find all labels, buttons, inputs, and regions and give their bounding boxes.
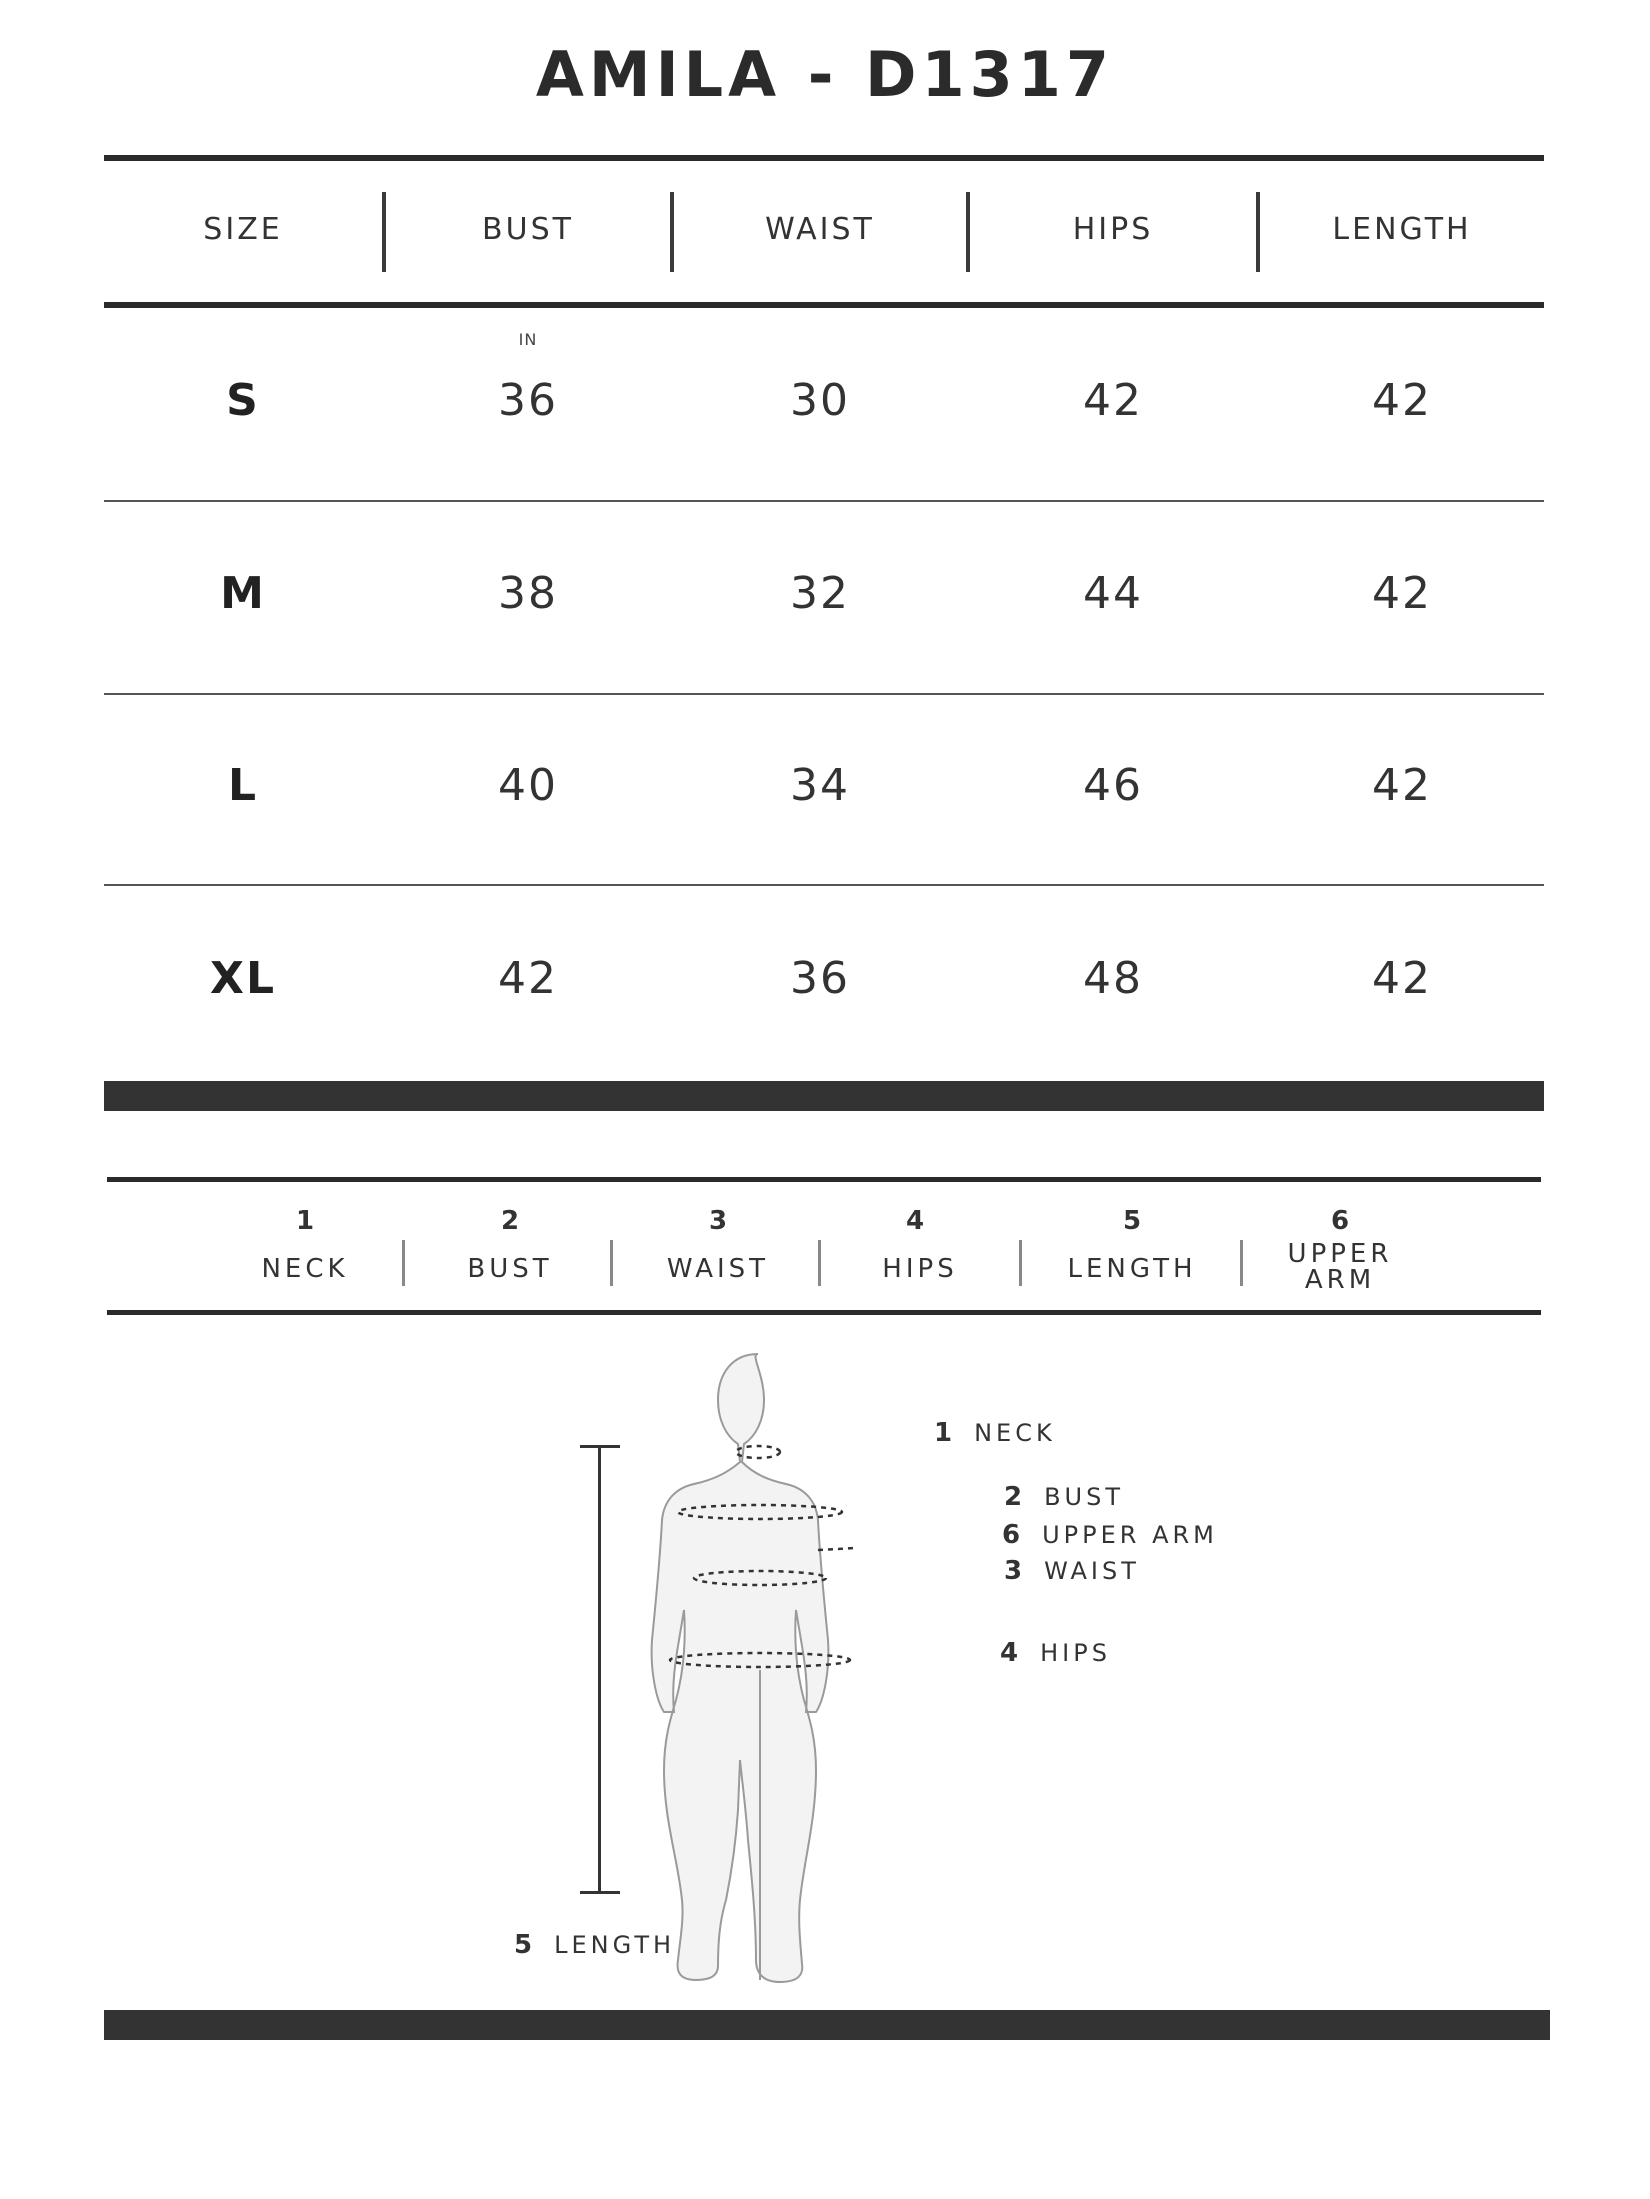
figure-label-hips: 4 HIPS [1000, 1638, 1111, 1668]
row-divider [104, 884, 1544, 886]
legend-bottom-rule [107, 1310, 1541, 1315]
header-waist: WAIST [765, 212, 875, 247]
legend-top-rule [107, 1177, 1541, 1182]
header-bust: BUST [482, 212, 574, 247]
length-scale-tick [580, 1891, 620, 1894]
legend-number: 1 [295, 1206, 315, 1236]
header-length: LENGTH [1332, 212, 1472, 247]
legend-number: 2 [500, 1206, 520, 1236]
legend-number: 3 [708, 1206, 728, 1236]
legend-label-bust: BUST [467, 1254, 553, 1284]
hips-cell: 48 [1083, 953, 1143, 1004]
header-size: SIZE [203, 212, 283, 247]
size-cell: XL [210, 953, 276, 1004]
legend-label-length: LENGTH [1067, 1254, 1197, 1284]
size-cell: L [227, 760, 259, 811]
length-cell: 42 [1372, 375, 1432, 426]
bust-cell: 40 [498, 760, 558, 811]
table-top-rule [104, 155, 1544, 161]
bust-cell: 36 [498, 375, 558, 426]
figure-label-upper-arm: 6 UPPER ARM [1002, 1520, 1218, 1550]
legend-divider [818, 1240, 821, 1286]
length-cell: 42 [1372, 953, 1432, 1004]
legend-label-neck: NECK [261, 1254, 349, 1284]
legend-divider [402, 1240, 405, 1286]
waist-cell: 32 [790, 568, 850, 619]
legend-number: 6 [1330, 1206, 1350, 1236]
legend-label-upper-arm: UPPER ARM [1287, 1239, 1393, 1295]
legend-divider [610, 1240, 613, 1286]
row-divider [104, 500, 1544, 502]
size-cell: S [226, 375, 260, 426]
table-bottom-bar [104, 1081, 1544, 1111]
length-scale-tick [580, 1445, 620, 1448]
hips-cell: 46 [1083, 760, 1143, 811]
header-divider [1256, 192, 1260, 272]
row-divider [104, 693, 1544, 695]
waist-cell: 36 [790, 953, 850, 1004]
figure-label-neck: 1 NECK [934, 1418, 1056, 1448]
header-divider [966, 192, 970, 272]
length-scale-line [598, 1445, 601, 1893]
bust-cell: 38 [498, 568, 558, 619]
body-silhouette-icon [560, 1340, 980, 1990]
bust-cell: 42 [498, 953, 558, 1004]
waist-cell: 34 [790, 760, 850, 811]
figure-label-bust: 2 BUST [1004, 1482, 1125, 1512]
size-cell: M [220, 568, 266, 619]
legend-number: 5 [1122, 1206, 1142, 1236]
hips-cell: 42 [1083, 375, 1143, 426]
unit-label: IN [518, 330, 538, 349]
legend-divider [1019, 1240, 1022, 1286]
header-divider [382, 192, 386, 272]
header-hips: HIPS [1072, 212, 1154, 247]
legend-divider [1240, 1240, 1243, 1286]
figure-label-waist: 3 WAIST [1004, 1556, 1140, 1586]
hips-cell: 44 [1083, 568, 1143, 619]
length-cell: 42 [1372, 568, 1432, 619]
legend-label-hips: HIPS [882, 1254, 958, 1284]
figure-label-length: 5 LENGTH [514, 1930, 676, 1960]
legend-label-waist: WAIST [666, 1254, 770, 1284]
length-cell: 42 [1372, 760, 1432, 811]
legend-number: 4 [905, 1206, 925, 1236]
waist-cell: 30 [790, 375, 850, 426]
header-bottom-rule [104, 302, 1544, 308]
page-title: AMILA - D1317 [535, 38, 1115, 111]
header-divider [670, 192, 674, 272]
page-bottom-bar [104, 2010, 1550, 2040]
